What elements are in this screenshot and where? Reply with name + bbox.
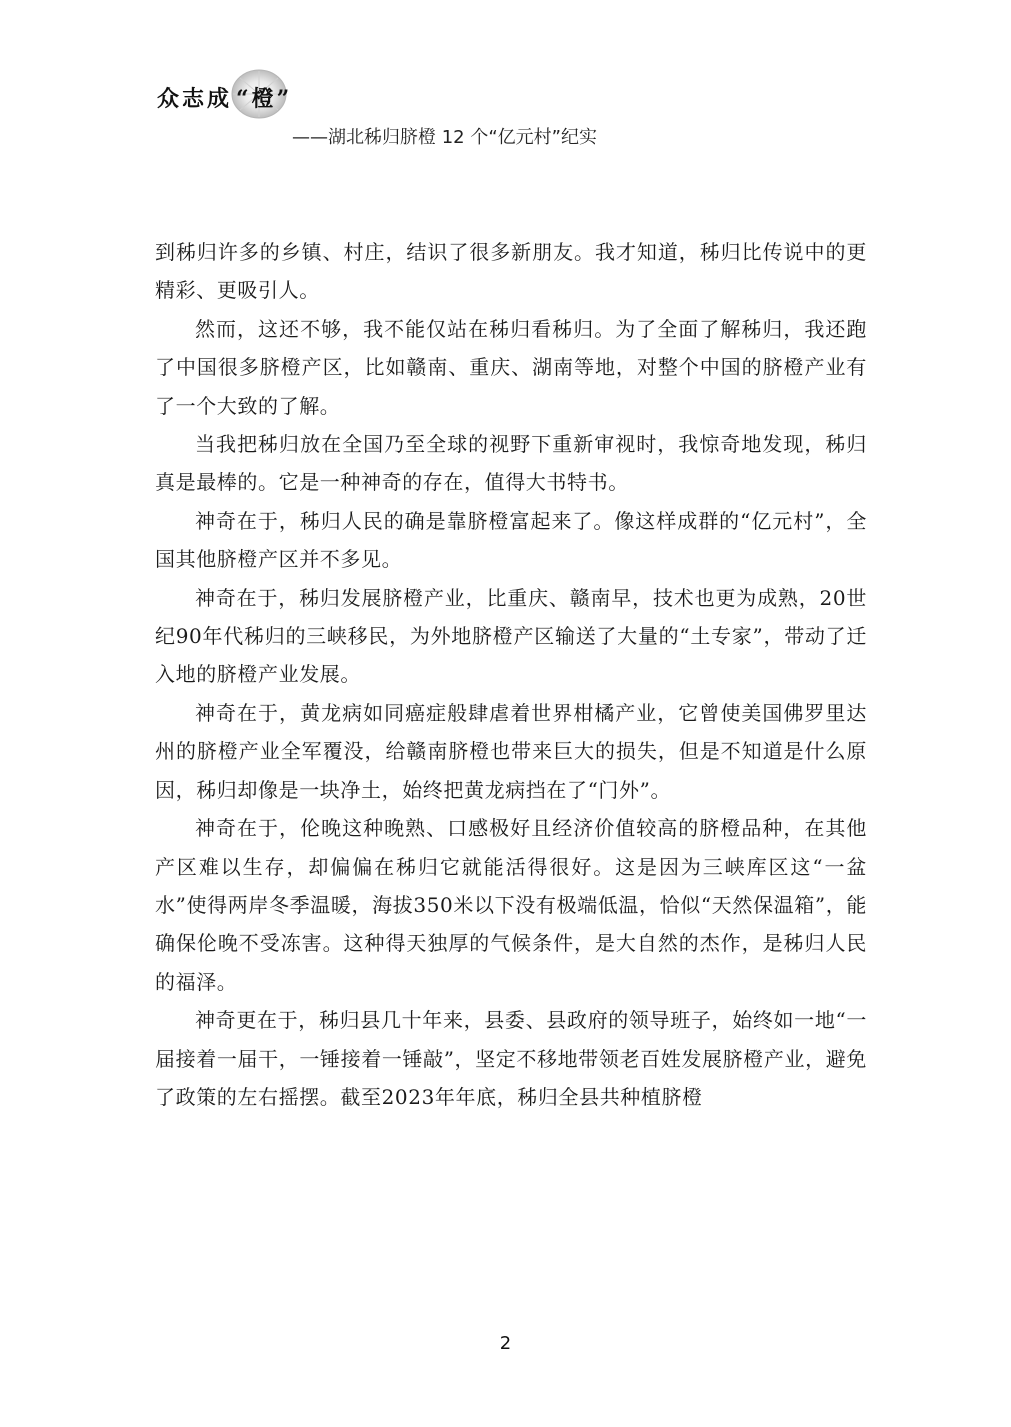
running-title-highlight-wrap (236, 82, 292, 113)
running-title-highlight: “橙” (236, 86, 293, 112)
running-title-main: 众志成 (157, 86, 233, 112)
paragraph: 当我把秭归放在全国乃至全球的视野下重新审视时，我惊奇地发现，秭归真是最棒的。它是一种神奇的存在，值得大书特书。 (155, 432, 867, 495)
page-number: 2 (499, 1333, 512, 1354)
page-header (0, 0, 1011, 160)
paragraph: 神奇在于，秭归人民的确是靠脐橙富起来了。像这样成群的“亿元村”，全国其他脐橙产区并不多见。 (155, 508, 867, 572)
running-title (157, 82, 292, 113)
paragraph: 到秭归许多的乡镇、村庄，结识了很多新朋友。我才知道，秭归比传说中的更精彩、更吸引人。 (155, 240, 867, 303)
paragraph: 神奇在于，秭归发展脐橙产业，比重庆、赣南早，技术也更为成熟，20世纪90年代秭归的三峡移民，为外地脐橙产区输送了大量的“土专家”，带动了迁入地的脐橙产业发展。 (155, 585, 867, 687)
paragraph: 然而，这还不够，我不能仅站在秭归看秭归。为了全面了解秭归，我还跑了中国很多脐橙产区，比如赣南、重庆、湖南等地，对整个中国的脐橙产业有了一个大致的了解。 (155, 316, 867, 418)
paragraph: 神奇在于，黄龙病如同癌症般肆虐着世界柑橘产业，它曾使美国佛罗里达州的脐橙产业全军覆没，给赣南脐橙也带来巨大的损失，但是不知道是什么原因，秭归却像是一块净土，始终把黄龙病挡在了“门外”。 (155, 700, 867, 802)
body-text (155, 233, 867, 1116)
paragraph: 神奇更在于，秭归县几十年来，县委、县政府的领导班子，始终如一地“一届接着一届干，一锤接着一锤敲”，坚定不移地带领老百姓发展脐橙产业，避免了政策的左右摇摆。截至2023年年底，秭归全县共种植脐橙 (155, 1008, 867, 1109)
running-subtitle: ——湖北秭归脐橙 12 个“亿元村”纪实 (292, 127, 597, 148)
paragraph: 神奇在于，伦晚这种晚熟、口感极好且经济价值较高的脐橙品种，在其他产区难以生存，却偏偏在秭归它就能活得很好。这是因为三峡库区这“一盆水”使得两岸冬季温暖，海拔350米以下没有极端低温，恰似“天然保温箱”，能确保伦晚不受冻害。这种得天独厚的气候条件，是大自然的杰作，是秭归人民的福泽。 (155, 816, 867, 994)
